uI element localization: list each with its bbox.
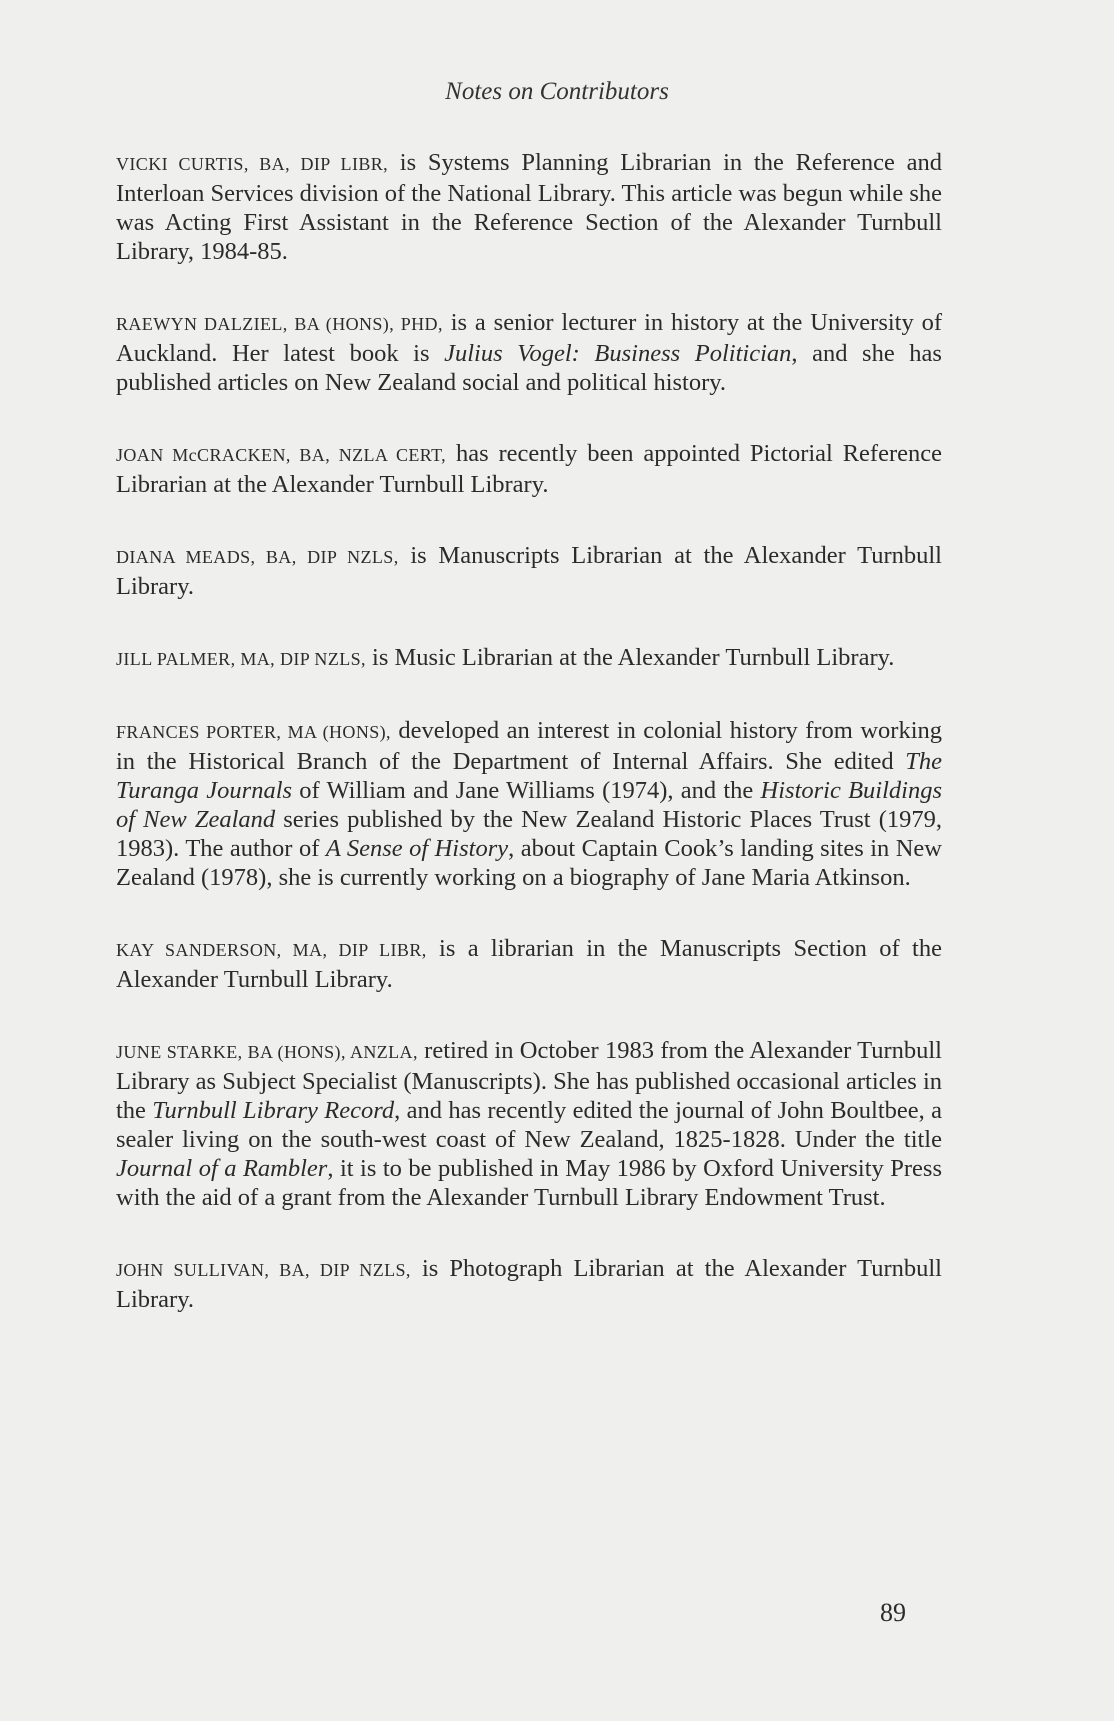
contributor-name: JOHN SULLIVAN, BA, DIP NZLS, (116, 1260, 411, 1280)
contributor-name: JILL PALMER, MA, DIP NZLS, (116, 649, 366, 669)
contributor-entry (116, 541, 942, 601)
contributor-name: KAY SANDERSON, MA, DIP LIBR, (116, 940, 427, 960)
contributor-entry (116, 148, 942, 266)
contributor-entry (116, 934, 942, 994)
book-title: A Sense of History (325, 835, 509, 862)
book-title: Julius Vogel: Business Politician (444, 340, 792, 367)
page-number: 89 (880, 1598, 906, 1627)
contributor-entry (116, 643, 942, 674)
contributor-entry (116, 1254, 942, 1314)
entry-text: is Music Librarian at the Alexander Turnbull Library. (365, 644, 895, 671)
contributor-name: DIANA MEADS, BA, DIP NZLS, (116, 547, 399, 567)
entry-text: is Manuscripts Librarian at the Alexander Turnbull Library. (116, 542, 942, 600)
publication-title: Turnbull Library Record (152, 1097, 395, 1124)
contributor-name: FRANCES PORTER, MA (HONS), (116, 722, 391, 742)
entry-text: of William and Jane Williams (1974), and the (292, 777, 761, 804)
contributor-entry (116, 1036, 942, 1212)
contributor-entry (116, 308, 942, 397)
entry-text: retired in October 1983 from the Alexander Turnbull Library as Subject Specialist (Manuscripts). She has published occasional articles in the (116, 1037, 942, 1124)
contributor-name: VICKI CURTIS, BA, DIP LIBR, (116, 154, 389, 174)
entry-text: , and has recently edited the journal of John Boultbee, a sealer living on the south-west coast of New Zealand, 1825-1828. Under the title (116, 1097, 942, 1153)
entry-text: , it is to be published in May 1986 by Oxford University Press with the aid of a grant from the Alexander Turnbull Library Endowment Trust. (116, 1155, 942, 1211)
entry-text: series published by the New Zealand Historic Places Trust (1979, 1983). The author of (116, 806, 942, 862)
entry-text: developed an interest in colonial history from working in the Historical Branch of the Department of Internal Affairs. She edited (116, 717, 942, 775)
entry-text: is a senior lecturer in history at the University of Auckland. Her latest book is (116, 309, 942, 367)
contributors-list (116, 148, 942, 1356)
entry-text: is Photograph Librarian at the Alexander Turnbull Library. (116, 1255, 942, 1313)
contributor-name: JUNE STARKE, BA (HONS), ANZLA, (116, 1042, 418, 1062)
contributor-name: JOAN McCRACKEN, BA, NZLA CERT, (116, 445, 447, 465)
entry-text: has recently been appointed Pictorial Reference Librarian at the Alexander Turnbull Library. (116, 440, 942, 498)
running-head: Notes on Contributors (445, 78, 669, 105)
contributor-entry (116, 716, 942, 892)
contributor-name: RAEWYN DALZIEL, BA (HONS), PHD, (116, 314, 443, 334)
entry-text: , about Captain Cook’s landing sites in New Zealand (1978), she is currently working on a biography of Jane Maria Atkinson. (116, 835, 942, 891)
contributor-entry (116, 439, 942, 499)
book-title: Journal of a Rambler (116, 1155, 328, 1182)
book-title: The Turanga Journals (116, 748, 942, 804)
entry-text: is Systems Planning Librarian in the Reference and Interloan Services division of the National Library. This article was begun while she was Acting First Assistant in the Reference Section of the Alexander Turnbull Library, 1984-85. (116, 149, 942, 265)
book-title: Historic Buildings of New Zealand (116, 777, 942, 833)
entry-text: is a librarian in the Manuscripts Section of the Alexander Turnbull Library. (116, 935, 942, 993)
entry-text: , and she has published articles on New Zealand social and political history. (116, 340, 942, 396)
